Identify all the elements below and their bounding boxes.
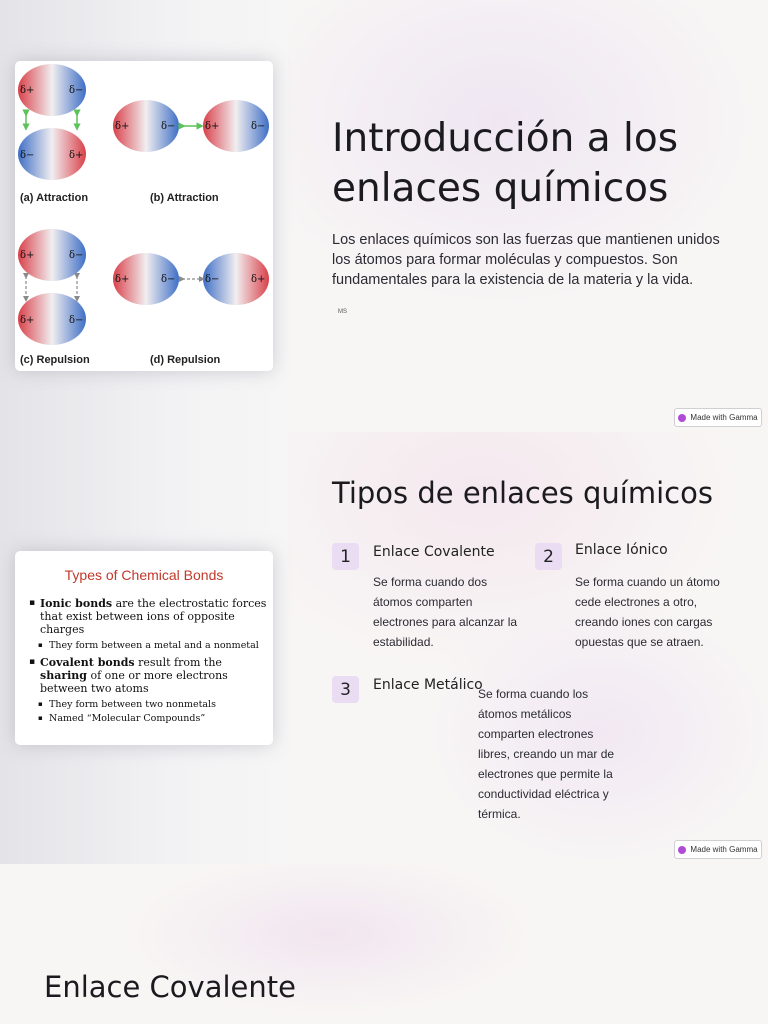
dipole-figure [15,61,273,371]
delta-plus-label: δ+ [205,121,220,132]
delta-plus-label: δ+ [115,274,130,285]
badge-label: Made with Gamma [690,845,758,854]
sub-bullet: ▪ They form between a metal and a nonmetal [29,639,267,652]
delta-plus-label: δ+ [20,315,35,326]
panel-d [113,253,269,366]
panel-c [18,229,90,366]
bullet-covalent [29,656,267,695]
slide-title: Introducción a los enlaces químicos [332,116,679,211]
card-bullets [29,597,267,729]
bullet-text: are the electrostatic forces that exist between ions of opposite charges [40,597,267,636]
gamma-logo-icon [678,414,686,422]
card-title: Types of Chemical Bonds [64,567,224,583]
item-text-covalente: Se forma cuando dos átomos comparten electrones para alcanzar la estabilidad. [373,575,518,649]
item-number-3: 3 [332,676,359,703]
label-b: (b) Attraction [150,192,219,204]
badge-label: Made with Gamma [690,413,758,422]
label-c: (c) Repulsion [20,354,90,366]
slide-tipos [0,432,768,864]
label-a: (a) Attraction [20,192,89,204]
delta-minus-label: δ− [20,150,35,161]
item-text-ionico: Se forma cuando un átomo cede electrones a otro, creando iones con cargas opuestas que se atraen. [575,575,720,649]
item-title-metalico: Enlace Metálico [373,677,483,693]
delta-minus-label: δ− [251,121,266,132]
panel-b [113,100,269,204]
item-text-metalico: Se forma cuando los átomos metálicos comparten electrones libres, creando un mar de electrones que permite la conductividad eléctrica y térmica. [478,687,615,821]
item-title-covalente: Enlace Covalente [373,544,495,560]
delta-minus-label: δ− [161,121,176,132]
slide-title: Enlace Covalente [44,970,296,1004]
bullet-ionic [29,597,267,636]
slide-introduccion [0,0,768,432]
label-d: (d) Repulsion [150,354,221,366]
delta-minus-label: δ− [69,315,84,326]
item-number-1: 1 [332,543,359,570]
delta-plus-label: δ+ [115,121,130,132]
delta-minus-label: δ− [161,274,176,285]
bullet-text: result from the [134,656,222,669]
slide-enlace-covalente [0,864,768,1024]
item-title-ionico: Enlace Iónico [575,542,668,558]
panel-a [18,64,88,204]
bold-term: sharing [40,669,87,682]
delta-plus-label: δ+ [20,250,35,261]
sub-bullet: ▪ They form between two nonmetals [29,698,267,711]
delta-plus-label: δ+ [69,150,84,161]
gamma-logo-icon [678,846,686,854]
delta-minus-label: δ− [69,250,84,261]
delta-plus-label: δ+ [251,274,266,285]
delta-minus-label: δ− [69,85,84,96]
item-number-2: 2 [535,543,562,570]
slide-title: Tipos de enlaces químicos [332,476,713,510]
made-with-gamma-badge[interactable] [674,408,762,427]
bold-term: Ionic bonds [40,597,113,610]
small-mark: MS [338,309,347,315]
dipole-diagram [15,61,273,371]
bullet-text: of one or more electrons between two atoms [40,669,228,695]
delta-minus-label: δ− [205,274,220,285]
bold-term: Covalent bonds [40,656,135,669]
made-with-gamma-badge[interactable] [674,840,762,859]
slide-body: Los enlaces químicos son las fuerzas que mantienen unidos los átomos para formar moléculas y compuestos. Son fundamentales para la existencia de la materia y la vida. [332,232,720,288]
types-of-bonds-card [15,551,273,745]
sub-bullet: ▪ Named “Molecular Compounds” [29,712,267,725]
delta-plus-label: δ+ [20,85,35,96]
